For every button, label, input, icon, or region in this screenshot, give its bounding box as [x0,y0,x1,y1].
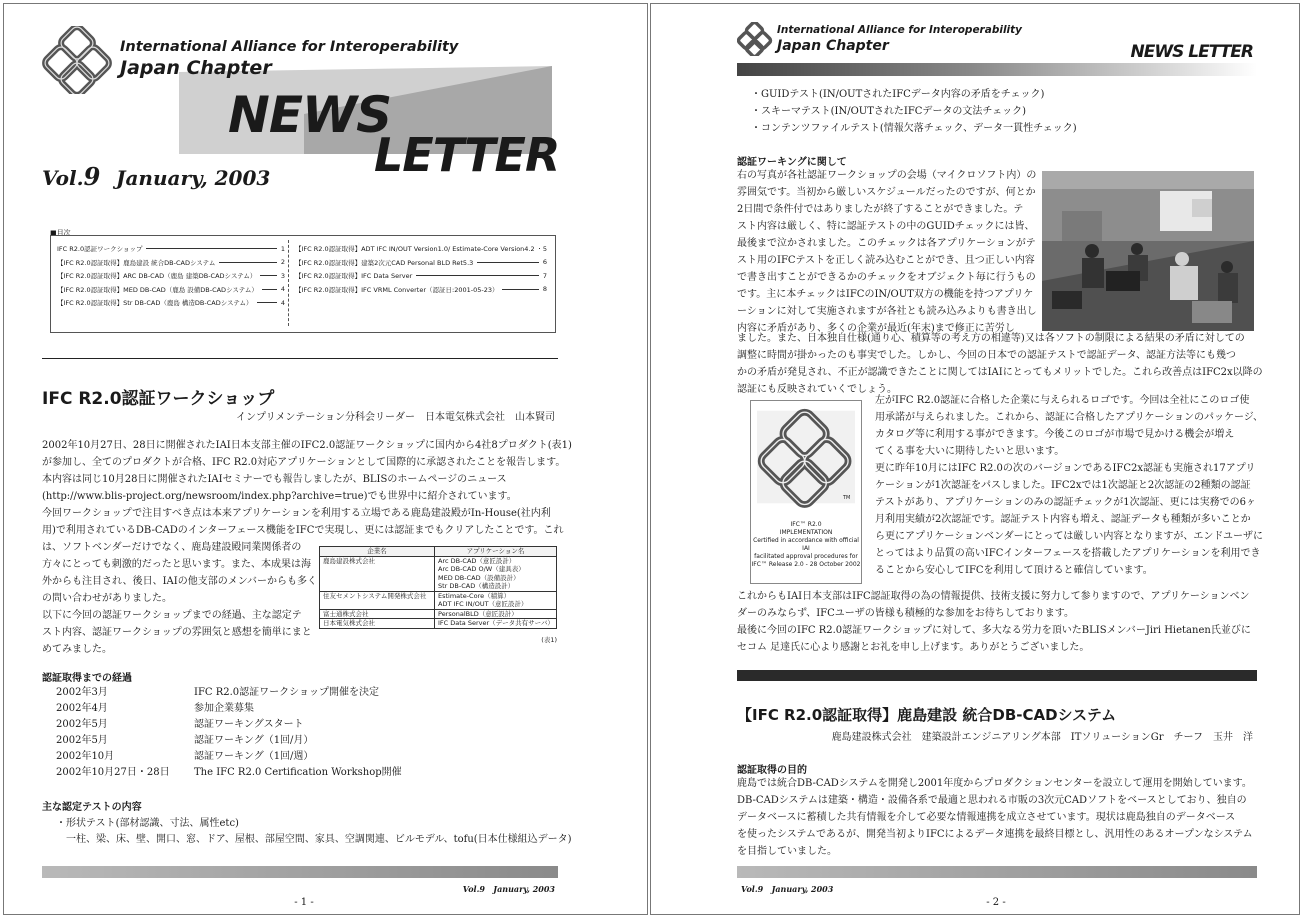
page-2 [650,3,1300,915]
toc-entry [57,242,285,256]
toc-entry-title: 【IFC R2.0認証取得】IFC VRML Converter（認証日:2001-05-23） [295,285,499,294]
toc-entry [295,256,547,270]
logo-text-line: ら更にアプリケーションベンダーにとっては厳しい内容となりますが、エンドユーザに [875,531,1263,542]
page-number-2: - 2 - [986,897,1006,908]
toc-entry-title: 【IFC R2.0認証取得】Str DB-CAD（鹿島 構造DB-CADシステム） [57,299,253,308]
tests-detail: 一柱、梁、床、壁、開口、窓、ドア、屋根、部屋空間、家具、空調関連、ビルモデル、tofu(日本仕様組込データ) [66,834,572,845]
app-name: IFC Data Server（データ共有サーバ） [438,619,554,627]
ifc-knot-logo-icon [757,405,855,509]
timeline-row [56,733,476,749]
footer-date-2: January, 2003 [771,884,834,894]
table-caption: (表1) [541,635,557,644]
toc-entry [295,269,547,283]
timeline-row [56,749,476,765]
footer-issue-2 [741,884,833,894]
org-name-small: International Alliance for Interoperability [777,24,1023,36]
purpose-text [737,775,1257,860]
timeline-heading: 認証取得までの経過 [42,673,132,684]
toc-entry-title: 【IFC R2.0認証取得】IFC Data Server [295,272,413,281]
divider [42,358,558,359]
app-name: Str DB-CAD（構造設計） [438,582,515,590]
logo-caption-line: Certified in accordance with official IAI [753,537,859,552]
vol-label: Vol. [42,166,84,190]
org-name: International Alliance for Interoperability [120,39,459,55]
table-cell-apps [435,591,557,609]
purpose-line: データベースに蓄積した共有情報を介して必要な情報連携を成立させています。現状は鹿島独自のデータベース [737,812,1236,823]
timeline-row [56,717,476,733]
wg-line: 2日間で条件付ではありましたが終了することができました。テ [737,204,1024,215]
toc-leader [262,289,277,290]
newsletter-title-small: NEWS LETTER [1130,42,1253,62]
issue-date: January, 2003 [116,166,271,190]
timeline-date: 2002年10月27日・28日 [56,767,170,778]
toc-left-column [57,242,285,310]
table-cell-company: 住友セメントシステム開発株式会社 [320,591,435,609]
footer-date: January, 2003 [493,884,555,894]
toc-entry-page: 4 [280,298,285,307]
table-row [320,556,557,591]
wg-line: 調整に時間が掛かったのも事実でした。しかし、今回の日本での認証テストで認証データ、認証方法等にも幾つ [737,350,1236,361]
toc-entry-page: 1 [280,244,285,253]
tests-heading: 主な認定テストの内容 [42,802,142,813]
body-line: スト内容、認証ワークショップの雰囲気と感想を簡単にまと [42,627,312,638]
toc-entry [57,283,285,297]
footer-bar [42,866,558,878]
wg-line: スト用のIFCテストを正しく読み込むことができ、且つ正しい内容 [737,255,1035,266]
body-line: は、ソフトベンダーだけでなく、鹿島建設殿同業関係者の [42,542,302,553]
timeline-event: 認証ワーキング（1回/週） [194,751,314,762]
issue-volume [42,162,100,191]
timeline-date: 2002年3月 [56,687,108,698]
timeline-event: 参加企業募集 [194,703,254,714]
newsletter-word-news: NEWS [228,86,392,144]
table-row [320,619,557,629]
toc-leader [416,275,539,276]
closing-line: これからもIAI日本支部はIFC認証取得の為の情報提供、技術支援に努力して参りますので、アプリケーションベン [737,591,1250,602]
body-line: 方々にとっても刺激的だったと思います。また、本成果は海 [42,559,311,570]
toc-entry-title: 【IFC R2.0認証取得】建築2次元CAD Personal BLD Ret5.3 [295,258,474,267]
tests-item: ・形状テスト(部材認識、寸法、属性etc) [56,818,239,829]
wg-line: で書き出すことができるかのチェックをオブジェクト毎に行うもの [737,272,1036,283]
wg-text [737,167,1037,337]
article2-author: 鹿島建設株式会社 建築設計エンジニアリング本部 ITソリューションGr チーフ 玉井 洋 [831,732,1253,743]
article2-title: 【IFC R2.0認証取得】鹿島建設 統合DB-CADシステム [737,706,1117,724]
toc-entry-title: 【IFC R2.0認証取得】ADT IFC IN/OUT Version1.0/ Estimate-Core Version4.2 [295,245,535,254]
footer-issue [463,884,555,894]
intro-line: (http://www.blis-project.org/newsroom/index.php?archive=true)でも世界中に紹介されています。 [42,491,517,502]
toc-entry-title: 【IFC R2.0認証取得】MED DB-CAD（鹿島 設備DB-CADシステム） [57,285,258,294]
intro-line: 用)で利用されているDB-CADのインターフェース機能をIFCで実現し、更には認証までもクリアしたことです。これ [42,525,564,536]
app-name: PersonalBLD（意匠設計） [438,609,518,618]
newsletter-word-letter: LETTER [374,128,560,182]
chapter-name-small: Japan Chapter [777,38,889,54]
article-author: インプリメンテーション分科会リーダー 日本電気株式会社 山本賢司 [236,412,555,423]
toc-leader [257,302,277,303]
intro-line: 2002年10月27日、28日に開催されたIAI日本支部主催のIFC2.0認証ワークショップに国内から4社8プロダクト(表1) [42,440,572,451]
table-cell-apps [435,619,557,629]
timeline-event: 認証ワーキング（1回/月） [194,735,314,746]
logo-text-line: 月利用実績が2次認証です。認証テスト内容も増え、認証データも種類が多いことか [875,514,1251,525]
toc-entry-page: 4 [280,285,285,294]
body-line: めてみました。 [42,644,112,655]
logo-text-line: テストがあり、アプリケーションのみの認証チェックが1次認証、更には実務での6ヶ [875,497,1257,508]
intro-line: が参加し、全てのプロダクトが合格、IFC R2.0対応アプリケーションとして国際的に承認されたことを報告します。 [42,457,566,468]
timeline-date: 2002年5月 [56,735,108,746]
toc-leader [260,275,276,276]
wg-line: 内容に矛盾があり、多くの企業が最近(年末)まで修正に苦労し [737,323,1015,334]
logo-text-line: てくる事を大いに期待したいと思います。 [875,446,1065,457]
footer-vol: Vol.9 [462,884,485,894]
toc-entry-title: 【IFC R2.0認証取得】ARC DB-CAD（鹿島 建築DB-CADシステム） [57,272,257,281]
body-line: 外からも注目され、後日、IAIの他支部のメンバーからも多く [42,576,318,587]
logo-caption-line: IFC™ R2.0 [790,521,822,528]
wg-line: ました。また、日本独自仕様(通り心、積算等の考え方の相違等)又は各ソフトの制限による結果の矛盾に対しての [737,333,1245,344]
wg-line: です。主に本チェックはIFCのIN/OUT双方の機能を持つアプリケ [737,289,1034,300]
col-application: アプリケーション名 [435,547,557,557]
purpose-heading: 認証取得の目的 [737,765,807,776]
logo-text-line: 用承諾が与えられました。これから、認証に合格したアプリケーションのパッケージ、 [875,412,1263,423]
vol-number: 9 [83,162,101,191]
logo-caption-line: facilitated approval procedures for [754,553,858,560]
table-cell-company: 日本電気株式会社 [320,619,435,629]
purpose-line: を使ったシステムであるが、開発当初よりIFCによるデータ連携を最終目標とし、汎用性のあるオープンなシステム [737,829,1253,840]
toc-entry-page: 8 [542,285,547,294]
table-row [320,609,557,619]
timeline-event: 認証ワーキングスタート [194,719,304,730]
app-name: Estimate-Core（積算） [438,591,511,600]
col-company: 企業名 [320,547,435,557]
table-row [320,591,557,609]
logo-text-line: ることから安心してIFCを利用して頂けると確信しています。 [875,565,1153,576]
closing-line: ダーのみならず、IFCユーザの皆様も積極的な参加をお待ちしております。 [737,608,1074,619]
intro-text [42,437,572,539]
toc-entry [295,283,547,297]
timeline-row [56,701,476,717]
timeline-event: IFC R2.0認証ワークショップ開催を決定 [194,687,379,698]
toc-entry-page: 7 [542,271,547,280]
intro-line: 本内容は同じ10月28日に開催されたIAIセミナーでも報告しましたが、BLISのホームページのニュース [42,474,507,485]
toc-leader [146,248,276,249]
app-name: Arc DB-CAD（意匠設計） [438,556,516,565]
wg-text-continued [737,330,1263,398]
wg-line: スト内容は厳しく、特に認証テストの中のGUIDチェックには皆、 [737,221,1035,232]
page-number: - 1 - [294,897,314,908]
wg-heading: 認証ワーキングに関して [737,157,847,168]
timeline-date: 2002年5月 [56,719,108,730]
iai-logo-small-icon [737,22,773,56]
timeline-date: 2002年4月 [56,703,108,714]
toc-entry-page: 5 [542,244,547,253]
toc-entry-page: 6 [542,258,547,267]
app-name: Arc DB-CAD O/W（建具表） [438,565,525,573]
wg-line: 最後まで泣かされました。このチェックは各アプリケーションがテ [737,238,1036,249]
section-divider-bar [737,670,1257,681]
logo-text-line: 左がIFC R2.0認証に合格した企業に与えられるロゴです。今回は全社にこのロゴ使 [875,395,1250,406]
test-bullet: ・GUIDテスト(IN/OUTされたIFCデータ内容の矛盾をチェック) [751,89,1045,100]
ifc-certification-logo [750,400,862,584]
closing-line: セコム 足達氏に心より感謝とお礼を申し上げます。ありがとうございました。 [737,642,1090,653]
test-bullet: ・スキーマテスト(IN/OUTされたIFCデータの文法チェック) [751,106,1027,117]
toc-entry-title: IFC R2.0認証ワークショップ [57,245,143,254]
logo-text-line: 更に昨年10月にはIFC R2.0の次のバージョンであるIFC2x認証も実施され17アプリ [875,463,1256,474]
toc-leader [502,289,538,290]
chapter-name: Japan Chapter [120,57,272,79]
toc-entry [57,256,285,270]
toc-entry-title: 【IFC R2.0認証取得】鹿島建設 統合DB-CADシステム [57,258,216,267]
toc-entry [57,269,285,283]
timeline-event: The IFC R2.0 Certification Workshop開催 [194,767,402,778]
footer-vol-2: Vol.9 [741,884,764,894]
iai-logo-icon [42,26,114,94]
workshop-photo [1042,171,1254,331]
purpose-line: 鹿島では統合DB-CADシステムを開発し2001年度からプロダクションセンターを設立して運用を開始しています。 [737,778,1252,789]
participants-table [319,546,557,629]
wg-line: 認証にも反映されていくでしょう。 [737,384,897,395]
logo-caption [751,521,861,569]
table-cell-apps [435,556,557,591]
intro-text-continued [42,539,318,658]
test-bullet-list [751,86,1077,137]
footer-bar-2 [737,866,1257,878]
table-cell-apps [435,609,557,619]
wg-line: 雰囲気です。当初から厳しいスケジュールだったのですが、何とか [737,187,1036,198]
closing-text [737,588,1257,656]
logo-text-line: とってはより品質の高いIFCインターフェースを搭載したアプリケーションを利用でき [875,548,1261,559]
toc-entry [295,242,547,256]
toc-right-column [295,242,547,296]
closing-line: 最後に今回のIFC R2.0認証ワークショップに対して、多大なる労力を頂いたBLISメンバーJiri Hietanen氏並びに [737,625,1251,636]
timeline [56,685,476,781]
toc-entry-page: 2 [280,258,285,267]
table-of-contents [50,235,556,333]
body-line: 以下に今回の認証ワークショップまでの経過、主な認定テ [42,610,302,621]
toc-leader [477,262,539,263]
test-bullet: ・コンテンツファイルテスト(情報欠落チェック、データ一貫性チェック) [751,123,1077,134]
toc-divider [288,240,289,326]
logo-text-line: ケーションが1次認証をパスしました。IFC2xでは1次認証と2次認証の2種類の認証 [875,480,1251,491]
timeline-date: 2002年10月 [56,751,115,762]
logo-caption-line: IMPLEMENTATION [779,529,833,536]
article-title: IFC R2.0認証ワークショップ [42,389,275,409]
table-cell-company: 富士通株式会社 [320,609,435,619]
logo-caption-line: IFC™ Release 2.0 - 28 October 2002 [751,561,861,568]
wg-line: ーションに対して実施されますが各社とも読み込みよりも書き出し [737,306,1037,317]
toc-entry [57,296,285,310]
purpose-line: DB-CADシステムは建築・構造・設備各系で最適と思われる市販の3次元CADソフトをベースとしており、独自の [737,795,1247,806]
toc-heading: ■目次 [50,229,71,237]
logo-text [875,392,1263,579]
app-name: MED DB-CAD（設備設計） [438,573,520,582]
participants-table-wrapper [319,546,557,644]
logo-text-line: カタログ等に利用する事ができます。今後このロゴが市場で見かける機会が増え [875,429,1235,440]
toc-leader [219,262,277,263]
logo-tm: TM [843,495,851,501]
page-1 [3,3,648,915]
intro-line: 今回ワークショップで注目すべき点は本来アプリケーションを利用する立場である鹿島建設殿がIn-House(社内利 [42,508,551,519]
wg-line: 右の写真が各社認証ワークショップの会場（マイクロソフト内）の [737,170,1037,181]
timeline-row [56,685,476,701]
timeline-row [56,765,476,781]
toc-entry-page: 3 [280,271,285,280]
wg-line: かの矛盾が発見され、不正が認識できたことに関してはIAIにとってもメリットでした。これら改善点はIFC2x以降の [737,367,1263,378]
table-cell-company: 鹿島建設株式会社 [320,556,435,591]
app-name: ADT IFC IN/OUT（意匠設計） [438,600,528,608]
header-bar [737,63,1257,76]
purpose-line: を目指していました。 [737,846,837,857]
body-line: の問い合わせがありました。 [42,593,172,604]
